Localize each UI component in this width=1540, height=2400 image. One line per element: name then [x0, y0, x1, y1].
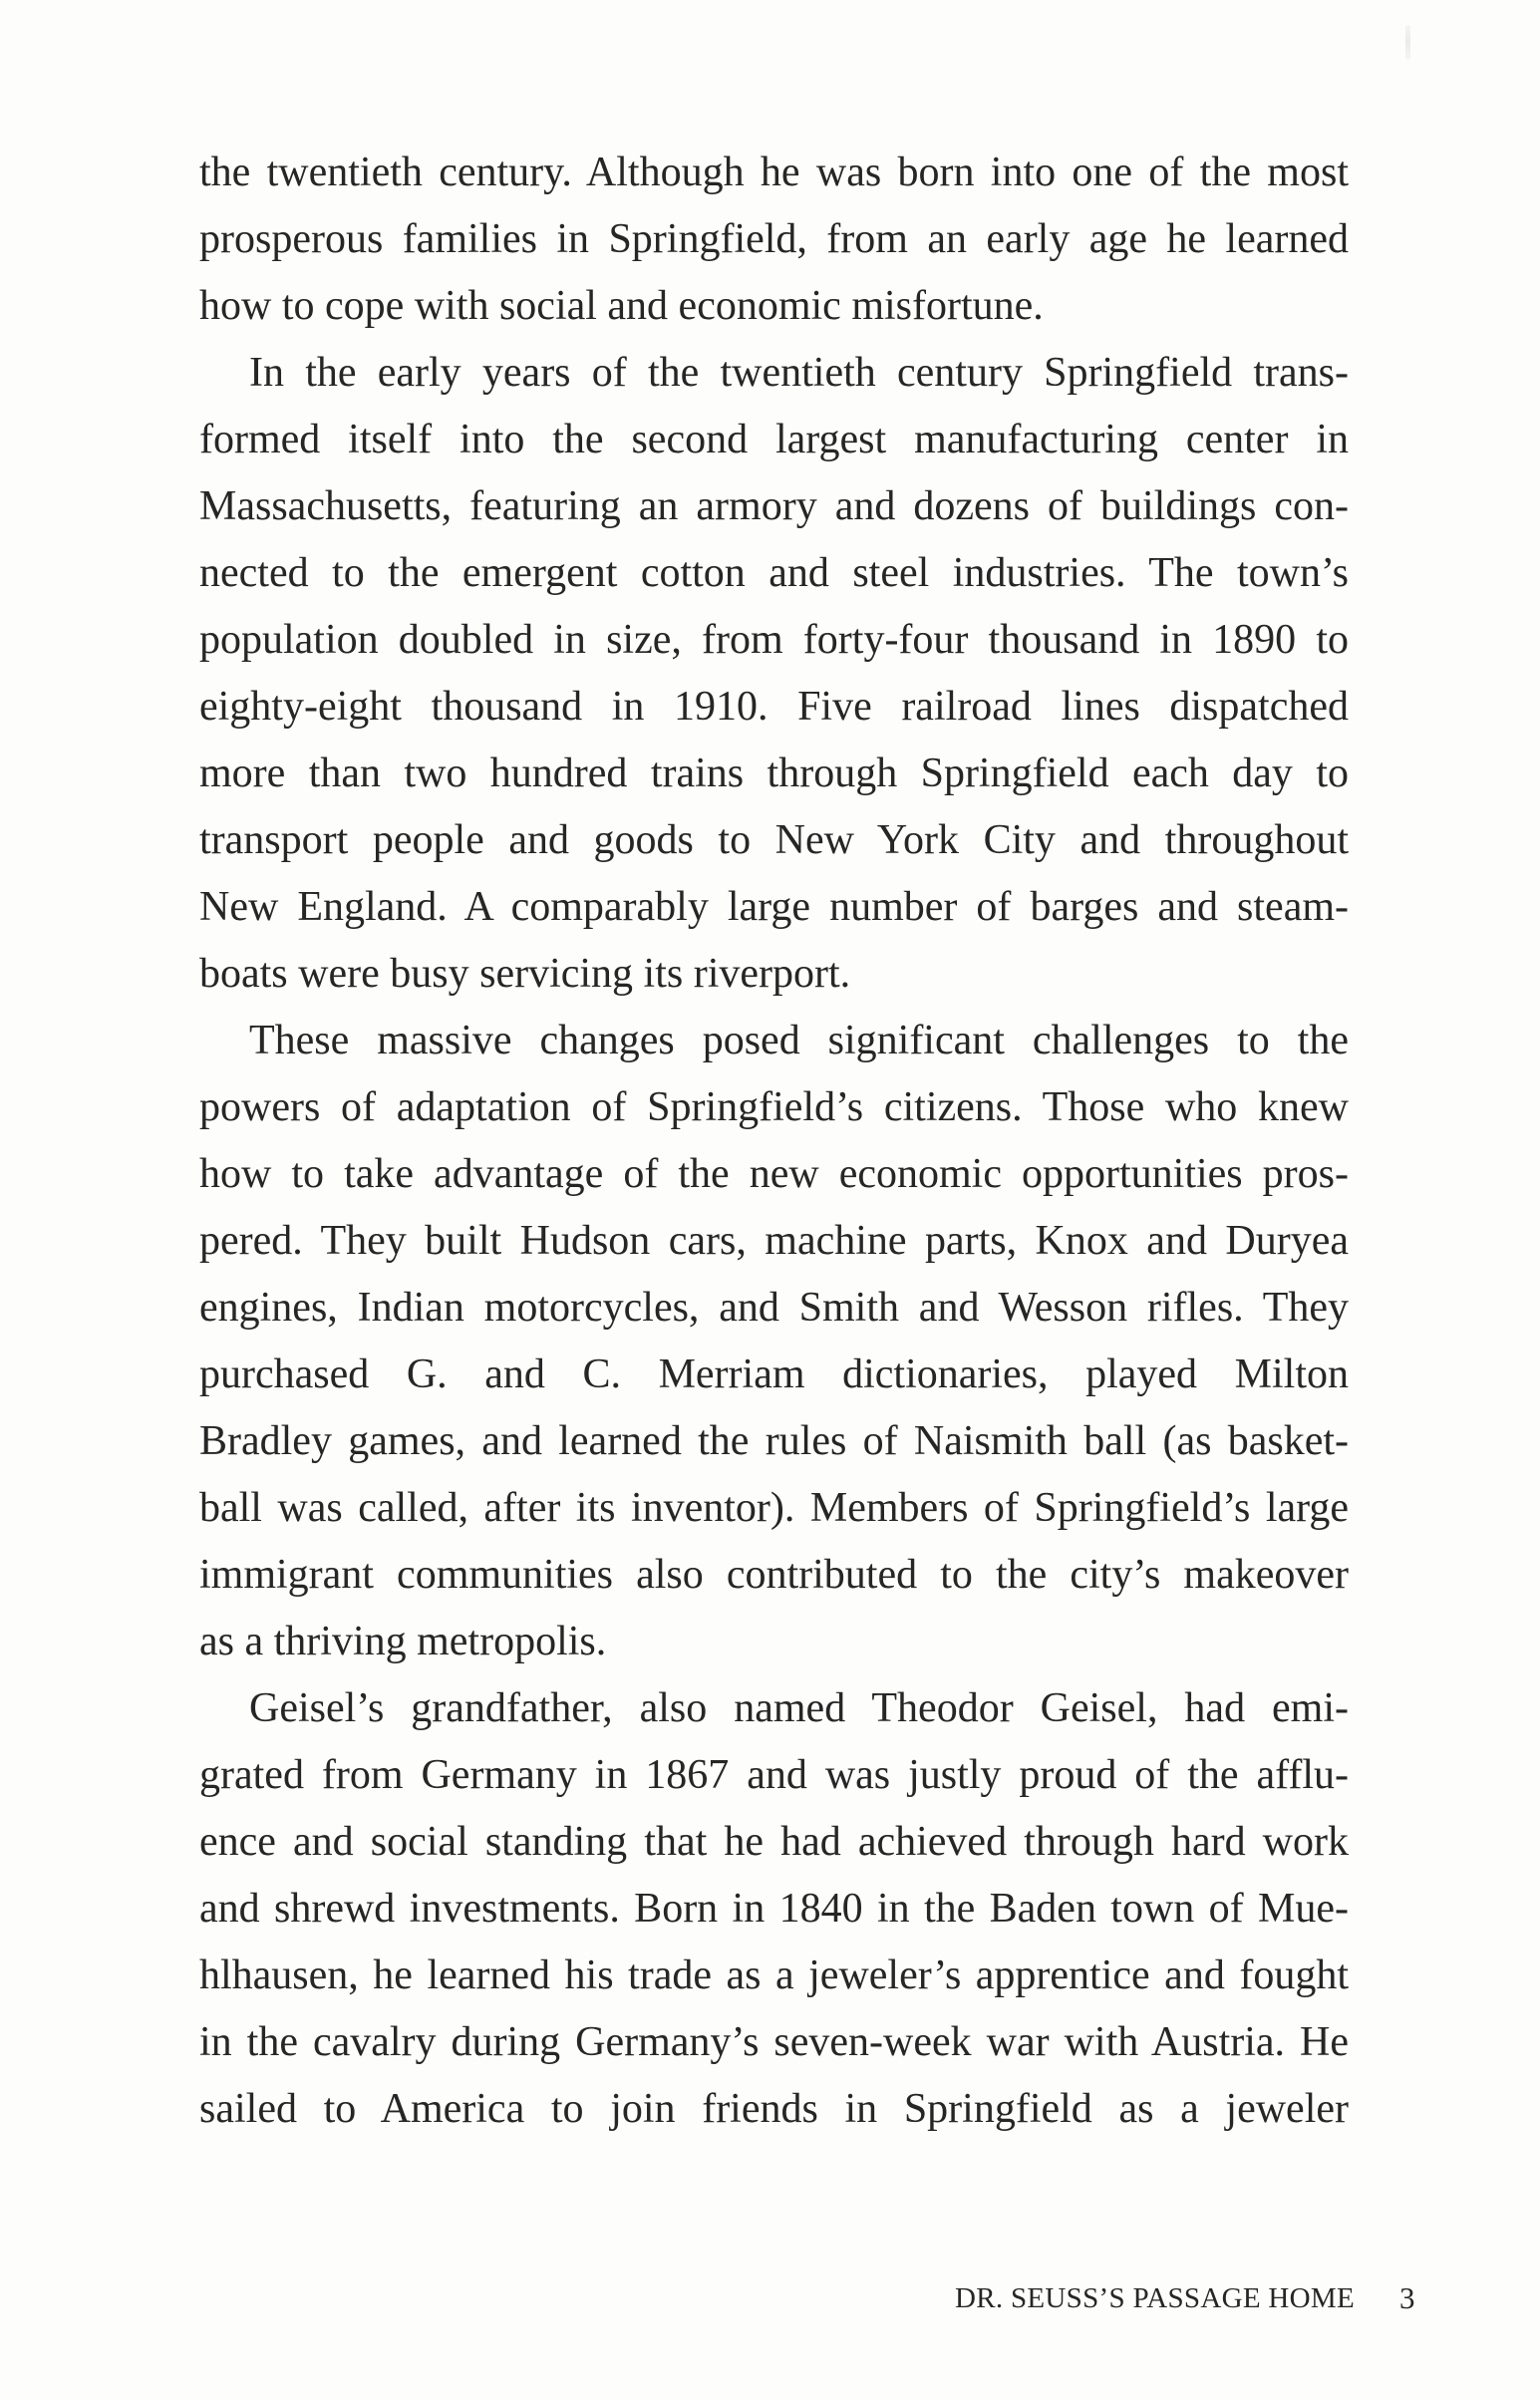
- text-line: and shrewd investments. Born in 1840 in the Baden town of Mue-: [199, 1886, 1349, 1932]
- text-line: sailed to America to join friends in Springfield as a jeweler: [199, 2086, 1349, 2132]
- text-line: Bradley games, and learned the rules of Naismith ball (as basket-: [199, 1418, 1349, 1464]
- text-line: New England. A comparably large number of barges and steam-: [199, 884, 1349, 930]
- text-line: purchased G. and C. Merriam dictionaries, played Milton: [199, 1351, 1349, 1397]
- text-line: prosperous families in Springfield, from an early age he learned: [199, 216, 1349, 262]
- scan-artifact: [1405, 25, 1410, 60]
- text-line: immigrant communities also contributed to the city’s makeover: [199, 1552, 1349, 1598]
- text-line: population doubled in size, from forty-four thousand in 1890 to: [199, 617, 1349, 663]
- text-line: the twentieth century. Although he was born into one of the most: [199, 150, 1349, 195]
- text-line: pered. They built Hudson cars, machine parts, Knox and Duryea: [199, 1218, 1349, 1264]
- text-line: boats were busy servicing its riverport.: [199, 951, 851, 997]
- text-line: In the early years of the twentieth century Springfield trans-: [249, 350, 1349, 396]
- text-line: grated from Germany in 1867 and was justly proud of the afflu-: [199, 1752, 1349, 1798]
- text-line: Geisel’s grandfather, also named Theodor Geisel, had emi-: [249, 1685, 1349, 1731]
- text-line: nected to the emergent cotton and steel industries. The town’s: [199, 550, 1349, 596]
- text-line: in the cavalry during Germany’s seven-week war with Austria. He: [199, 2019, 1349, 2065]
- text-line: how to take advantage of the new economic opportunities pros-: [199, 1151, 1349, 1197]
- running-footer-title: DR. SEUSS’S PASSAGE HOME: [955, 2282, 1355, 2314]
- text-line: ball was called, after its inventor). Members of Springfield’s large: [199, 1485, 1349, 1531]
- text-line: how to cope with social and economic misfortune.: [199, 283, 1044, 329]
- page-number: 3: [1399, 2280, 1415, 2315]
- text-line: These massive changes posed significant challenges to the: [249, 1018, 1349, 1063]
- text-line: hlhausen, he learned his trade as a jeweler’s apprentice and fought: [199, 1952, 1349, 1998]
- text-line: Massachusetts, featuring an armory and dozens of buildings con-: [199, 483, 1349, 529]
- text-line: engines, Indian motorcycles, and Smith and Wesson rifles. They: [199, 1285, 1349, 1331]
- text-line: more than two hundred trains through Springfield each day to: [199, 750, 1349, 796]
- text-line: ence and social standing that he had achieved through hard work: [199, 1819, 1349, 1865]
- text-line: transport people and goods to New York City and throughout: [199, 817, 1349, 863]
- text-line: formed itself into the second largest manufacturing center in: [199, 417, 1349, 462]
- text-line: as a thriving metropolis.: [199, 1619, 607, 1664]
- text-line: eighty-eight thousand in 1910. Five railroad lines dispatched: [199, 684, 1349, 730]
- text-line: powers of adaptation of Springfield’s citizens. Those who knew: [199, 1084, 1349, 1130]
